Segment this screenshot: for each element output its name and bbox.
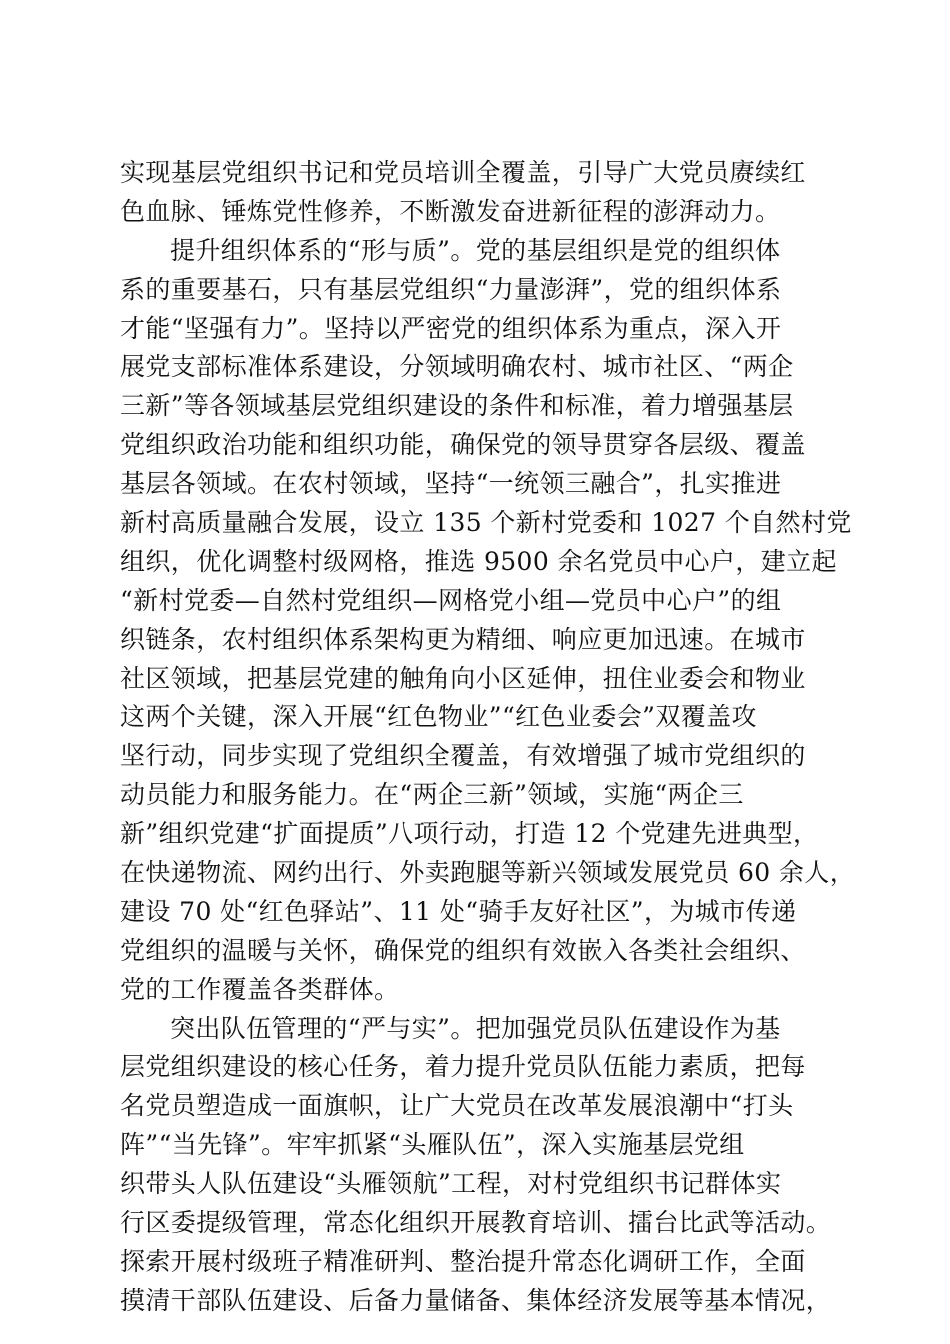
text-line: 党组织的温暖与关怀，确保党的组织有效嵌入各类社会组织、 — [120, 935, 806, 965]
text-line: 基层各领域。在农村领域，坚持“一统领三融合”，扎实推进 — [120, 469, 782, 499]
text-line: 在快递物流、网约出行、外卖跑腿等新兴领域发展党员 60 余人， — [120, 858, 856, 888]
text-line: 行区委提级管理，常态化组织开展教育培训、擂台比武等活动。 — [120, 1208, 832, 1238]
text-line: 党的工作覆盖各类群体。 — [120, 974, 400, 1004]
body-text — [120, 154, 856, 1321]
text-line: 这两个关键，深入开展“红色物业”“红色业委会”双覆盖攻 — [120, 702, 757, 732]
text-line: 社区领域，把基层党建的触角向小区延伸，扭住业委会和物业 — [120, 663, 806, 693]
text-line: 织带头人队伍建设“头雁领航”工程，对村党组织书记群体实 — [120, 1169, 782, 1199]
text-line: 坚行动，同步实现了党组织全覆盖，有效增强了城市党组织的 — [120, 741, 806, 771]
paragraph-first-line: 提升组织体系的“形与质”。党的基层组织是党的组织体 — [170, 235, 781, 265]
text-line: 新”组织党建“扩面提质”八项行动，打造 12 个党建先进典型， — [120, 819, 819, 849]
text-line: 摸清干部队伍建设、后备力量储备、集体经济发展等基本情况， — [120, 1285, 832, 1315]
text-line: 实现基层党组织书记和党员培训全覆盖，引导广大党员赓续红 — [120, 158, 806, 187]
text-line: 建设 70 处“红色驿站”、11 处“骑手友好社区”，为城市传递 — [120, 896, 797, 926]
text-line: 层党组织建设的核心任务，着力提升党员队伍能力素质，把每 — [120, 1052, 806, 1082]
text-line: 系的重要基石，只有基层党组织“力量澎湃”，党的组织体系 — [120, 274, 782, 304]
text-line: 名党员塑造成一面旗帜，让广大党员在改革发展浪潮中“打头 — [120, 1091, 794, 1121]
text-line: 展党支部标准体系建设，分领域明确农村、城市社区、“两企 — [120, 352, 794, 382]
text-line: 色血脉、锤炼党性修养，不断激发奋进新征程的澎湃动力。 — [120, 196, 781, 226]
text-line: 探索开展村级班子精准研判、整治提升常态化调研工作，全面 — [120, 1246, 806, 1276]
text-line: 才能“坚强有力”。坚持以严密党的组织体系为重点，深入开 — [120, 313, 782, 343]
text-line: 动员能力和服务能力。在“两企三新”领域，实施“两企三 — [120, 780, 744, 810]
text-line: 组织，优化调整村级网格，推选 9500 余名党员中心户，建立起 — [120, 546, 837, 576]
paragraph-first-line: 突出队伍管理的“严与实”。把加强党员队伍建设作为基 — [170, 1013, 781, 1043]
text-line: 党组织政治功能和组织功能，确保党的领导贯穿各层级、覆盖 — [120, 430, 806, 460]
text-line: 阵”“当先锋”。牢牢抓紧“头雁队伍”，深入实施基层党组 — [120, 1130, 745, 1160]
text-line: 织链条，农村组织体系架构更为精细、响应更加迅速。在城市 — [120, 624, 806, 654]
text-line: 新村高质量融合发展，设立 135 个新村党委和 1027 个自然村党 — [120, 508, 852, 538]
text-line: “新村党委—自然村党组织—网格党小组—党员中心户”的组 — [120, 585, 782, 615]
text-line: 三新”等各领域基层党组织建设的条件和标准，着力增强基层 — [120, 391, 794, 421]
